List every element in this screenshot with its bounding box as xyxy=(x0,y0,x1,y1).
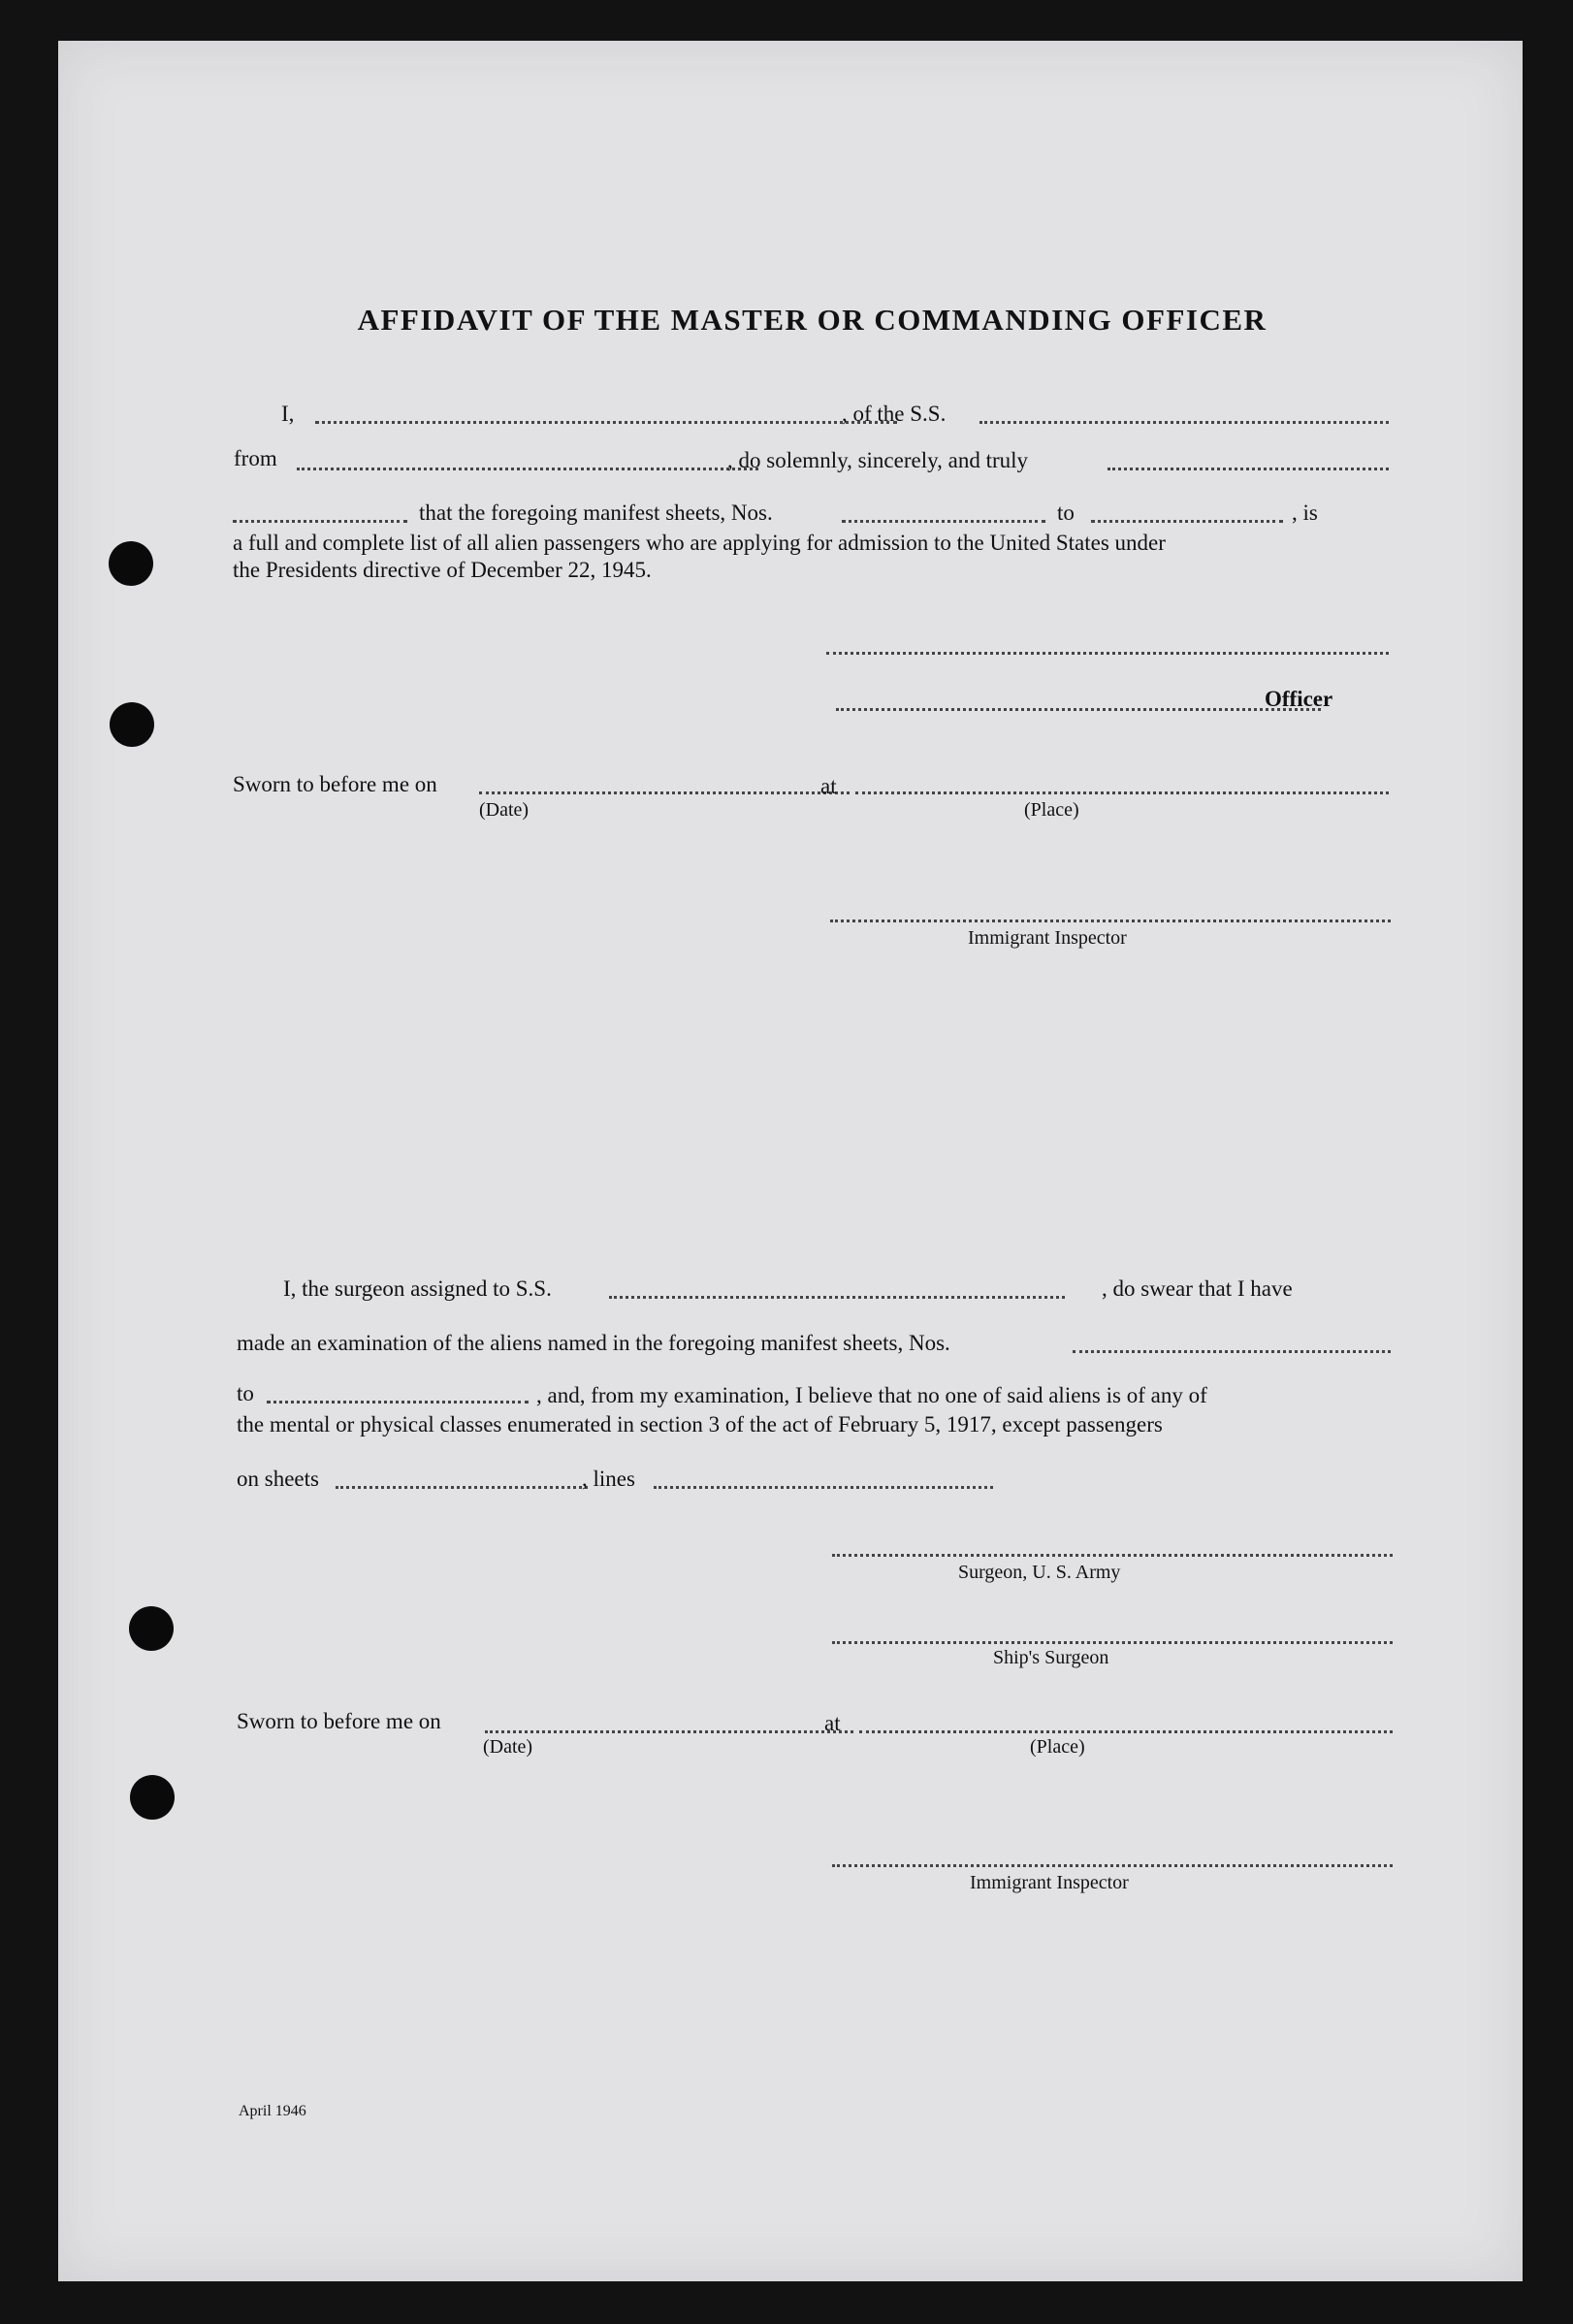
surgeon-to-label: to xyxy=(237,1381,254,1405)
is-label: , is xyxy=(1292,500,1318,525)
list-statement-line2: the Presidents directive of December 22, 1945. xyxy=(233,558,652,582)
at-label-1: at xyxy=(820,774,837,798)
inspector-caption-2: Immigrant Inspector xyxy=(970,1872,1129,1893)
surgeon-line1-b: , do swear that I have xyxy=(1102,1276,1293,1301)
ship-surgeon-caption: Ship's Surgeon xyxy=(993,1647,1109,1668)
inspector-signature-line-1[interactable] xyxy=(830,920,1391,922)
army-surgeon-caption: Surgeon, U. S. Army xyxy=(958,1562,1121,1583)
surgeon-line4: the mental or physical classes enumerated in section 3 of the act of February 5, 1917, except passengers xyxy=(237,1412,1163,1436)
solemnly-label: , do solemnly, sincerely, and truly xyxy=(727,448,1029,472)
officer-label: Officer xyxy=(1265,687,1333,711)
list-statement-line1: a full and complete list of all alien passengers who are applying for admission to the United States under xyxy=(233,531,1166,555)
to-label: to xyxy=(1057,500,1075,525)
foregoing-sheets-label: that the foregoing manifest sheets, Nos. xyxy=(419,500,773,525)
form-page xyxy=(58,41,1523,2281)
place-caption-1: (Place) xyxy=(1024,799,1079,821)
at-label-2: at xyxy=(824,1711,841,1735)
surgeon-line3-b: , and, from my examination, I believe that no one of said aliens is of any of xyxy=(536,1383,1207,1407)
inspector-signature-line-2[interactable] xyxy=(832,1864,1393,1867)
sworn-date-field-1[interactable] xyxy=(479,791,850,794)
lines-label: , lines xyxy=(582,1467,635,1491)
date-caption-1: (Date) xyxy=(479,799,530,821)
punch-hole xyxy=(130,1775,175,1820)
lines-field[interactable] xyxy=(654,1486,993,1489)
form-title: AFFIDAVIT OF THE MASTER OR COMMANDING OFFICER xyxy=(357,303,1268,337)
surgeon-ship-field[interactable] xyxy=(609,1296,1065,1299)
surgeon-line1-a: I, the surgeon assigned to S.S. xyxy=(283,1276,552,1301)
ship-name-field[interactable] xyxy=(979,421,1389,424)
sworn-label-1: Sworn to before me on xyxy=(233,772,437,796)
swear-field[interactable] xyxy=(233,520,407,523)
sheets-from-field[interactable] xyxy=(842,520,1045,523)
on-sheets-label: on sheets xyxy=(237,1467,319,1491)
of-ss-label: , of the S.S. xyxy=(842,402,947,426)
sworn-date-field-2[interactable] xyxy=(485,1730,853,1733)
sworn-place-field-1[interactable] xyxy=(855,791,1389,794)
from-port-field[interactable] xyxy=(297,468,758,470)
army-surgeon-signature-line[interactable] xyxy=(832,1554,1393,1557)
officer-signature-line[interactable] xyxy=(836,708,1321,711)
affirm-field[interactable] xyxy=(1108,468,1389,470)
signature-line-1[interactable] xyxy=(826,652,1389,655)
i-label: I, xyxy=(281,402,295,426)
surgeon-line2: made an examination of the aliens named in the foregoing manifest sheets, Nos. xyxy=(237,1331,950,1355)
on-sheets-field[interactable] xyxy=(336,1486,588,1489)
ship-surgeon-signature-line[interactable] xyxy=(832,1641,1393,1644)
master-name-field[interactable] xyxy=(315,421,897,424)
surgeon-sheets-to-field[interactable] xyxy=(267,1401,529,1404)
date-caption-2: (Date) xyxy=(483,1736,533,1758)
punch-hole xyxy=(110,702,154,747)
place-caption-2: (Place) xyxy=(1030,1736,1085,1758)
punch-hole xyxy=(129,1606,174,1651)
sworn-label-2: Sworn to before me on xyxy=(237,1709,441,1733)
inspector-caption-1: Immigrant Inspector xyxy=(968,927,1127,949)
sworn-place-field-2[interactable] xyxy=(859,1730,1393,1733)
sheets-to-field[interactable] xyxy=(1091,520,1283,523)
punch-hole xyxy=(109,541,153,586)
from-label: from xyxy=(234,446,277,470)
surgeon-sheets-from-field[interactable] xyxy=(1073,1350,1391,1353)
form-date: April 1946 xyxy=(239,2103,306,2119)
